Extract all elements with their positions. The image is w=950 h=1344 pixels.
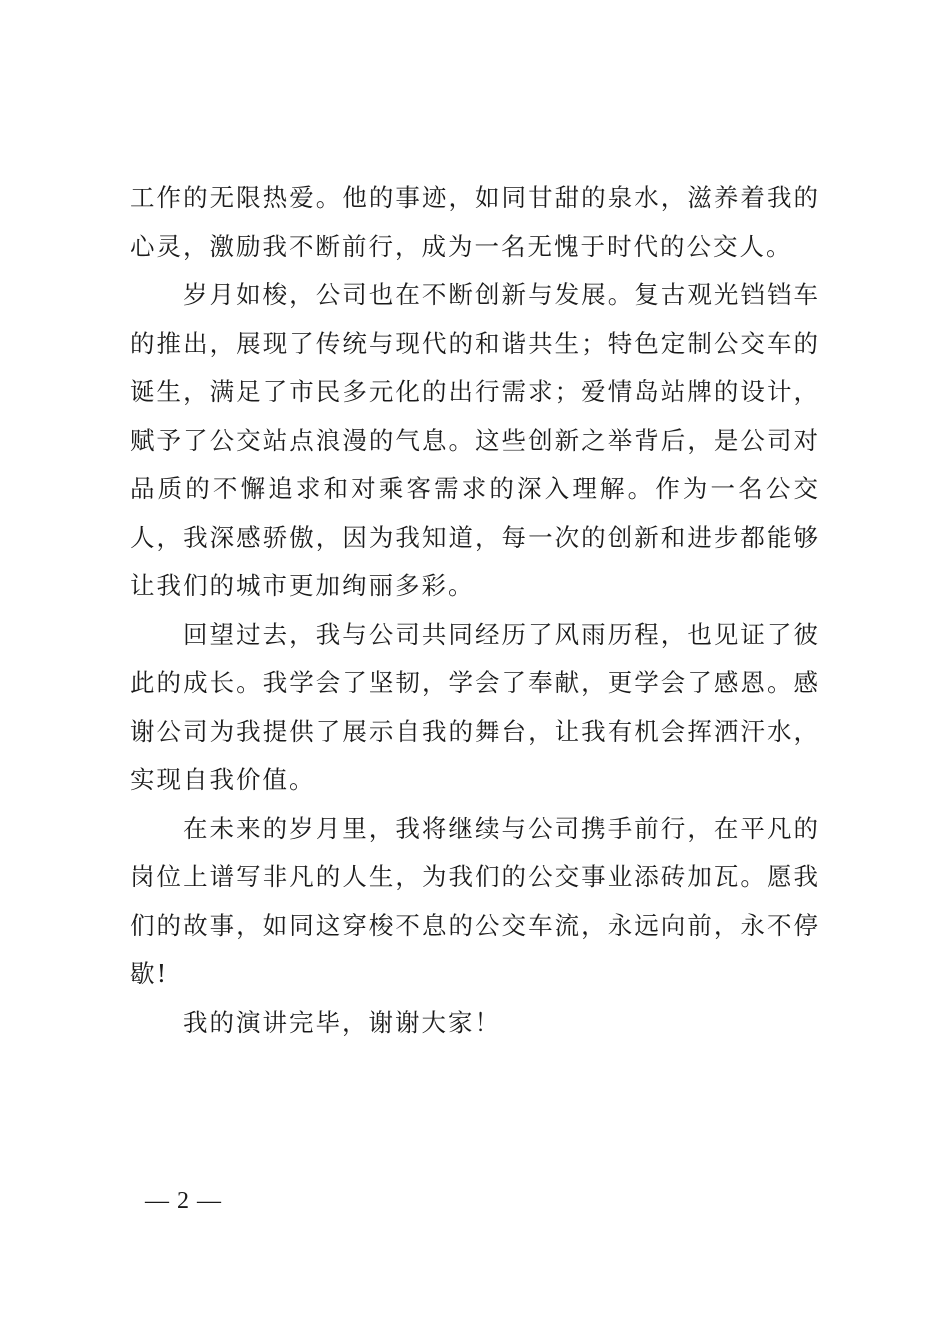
page-number: — 2 — <box>145 1188 222 1214</box>
document-body <box>130 174 820 1047</box>
paragraph-innovation: 岁月如梭，公司也在不断创新与发展。复古观光铛铛车的推出，展现了传统与现代的和谐共生；特色定制公交车的诞生，满足了市民多元化的出行需求；爱情岛站牌的设计，赋予了公交站点浪漫的气息。这些创新之举背后，是公司对品质的不懈追求和对乘客需求的深入理解。作为一名公交人，我深感骄傲，因为我知道，每一次的创新和进步都能够让我们的城市更加绚丽多彩。 <box>130 280 820 600</box>
paragraph-continuation: 工作的无限热爱。他的事迹，如同甘甜的泉水，滋养着我的心灵，激励我不断前行，成为一名无愧于时代的公交人。 <box>130 183 820 261</box>
paragraph-future: 在未来的岁月里，我将继续与公司携手前行，在平凡的岗位上谱写非凡的人生，为我们的公交事业添砖加瓦。愿我们的故事，如同这穿梭不息的公交车流，永远向前，永不停歇! <box>130 813 820 988</box>
paragraph-retrospect: 回望过去，我与公司共同经历了风雨历程，也见证了彼此的成长。我学会了坚韧，学会了奉献，更学会了感恩。感谢公司为我提供了展示自我的舞台，让我有机会挥洒汗水，实现自我价值。 <box>130 619 820 794</box>
paragraph-closing: 我的演讲完毕，谢谢大家！ <box>183 1007 501 1037</box>
